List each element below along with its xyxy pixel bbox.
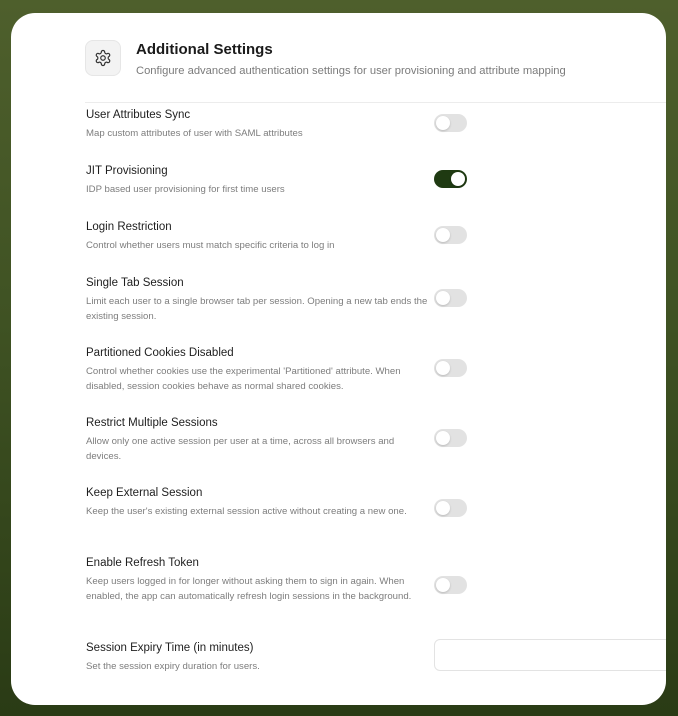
setting-description: Control whether users must match specific criteria to log in xyxy=(86,240,335,251)
setting-title: Restrict Multiple Sessions xyxy=(86,417,218,429)
setting-title: Keep External Session xyxy=(86,487,203,499)
toggle-knob xyxy=(436,501,450,515)
setting-title: User Attributes Sync xyxy=(86,109,191,121)
setting-title: Single Tab Session xyxy=(86,277,184,289)
setting-description: Set the session expiry duration for users. xyxy=(86,661,260,672)
settings-header-icon-box xyxy=(85,40,121,76)
toggle-knob xyxy=(436,431,450,445)
setting-keep-external-session xyxy=(86,486,431,520)
session-expiry-input[interactable] xyxy=(434,639,666,671)
setting-description: Map custom attributes of user with SAML attributes xyxy=(86,128,303,139)
toggle-knob xyxy=(436,228,450,242)
setting-partitioned-cookies-disabled xyxy=(86,346,431,394)
toggle-knob xyxy=(436,578,450,592)
setting-restrict-multiple-sessions xyxy=(86,416,431,464)
toggle-login-restriction[interactable] xyxy=(434,226,467,244)
page-title: Additional Settings xyxy=(136,41,273,58)
setting-enable-refresh-token xyxy=(86,556,431,604)
setting-title: Enable Refresh Token xyxy=(86,557,199,569)
setting-title: JIT Provisioning xyxy=(86,165,168,177)
additional-settings-card xyxy=(11,13,666,705)
setting-single-tab-session xyxy=(86,276,431,324)
toggle-restrict-multiple-sessions[interactable] xyxy=(434,429,467,447)
setting-jit-provisioning xyxy=(86,164,431,198)
setting-login-restriction xyxy=(86,220,431,254)
toggle-knob xyxy=(436,116,450,130)
toggle-partitioned-cookies-disabled[interactable] xyxy=(434,359,467,377)
toggle-enable-refresh-token[interactable] xyxy=(434,576,467,594)
setting-description: Control whether cookies use the experimental 'Partitioned' attribute. When disabled, session cookies behave as normal shared cookies. xyxy=(86,366,401,392)
setting-session-expiry-time xyxy=(86,641,431,675)
toggle-knob xyxy=(436,291,450,305)
toggle-knob xyxy=(436,361,450,375)
toggle-keep-external-session[interactable] xyxy=(434,499,467,517)
settings-header xyxy=(85,40,666,103)
setting-title: Partitioned Cookies Disabled xyxy=(86,347,234,359)
setting-title: Login Restriction xyxy=(86,221,172,233)
setting-user-attributes-sync xyxy=(86,108,431,142)
toggle-knob xyxy=(451,172,465,186)
setting-title: Session Expiry Time (in minutes) xyxy=(86,642,254,654)
toggle-single-tab-session[interactable] xyxy=(434,289,467,307)
gear-icon xyxy=(94,49,112,67)
toggle-jit-provisioning[interactable] xyxy=(434,170,467,188)
setting-description: Allow only one active session per user at a time, across all browsers and devices. xyxy=(86,436,395,462)
toggle-user-attributes-sync[interactable] xyxy=(434,114,467,132)
setting-description: Limit each user to a single browser tab per session. Opening a new tab ends the existing session. xyxy=(86,296,428,322)
page-subtitle: Configure advanced authentication settings for user provisioning and attribute mapping xyxy=(136,65,566,77)
setting-description: IDP based user provisioning for first time users xyxy=(86,184,285,195)
setting-description: Keep users logged in for longer without asking them to sign in again. When enabled, the app can automatically refresh login sessions in the background. xyxy=(86,576,412,602)
setting-description: Keep the user's existing external session active without creating a new one. xyxy=(86,506,407,517)
